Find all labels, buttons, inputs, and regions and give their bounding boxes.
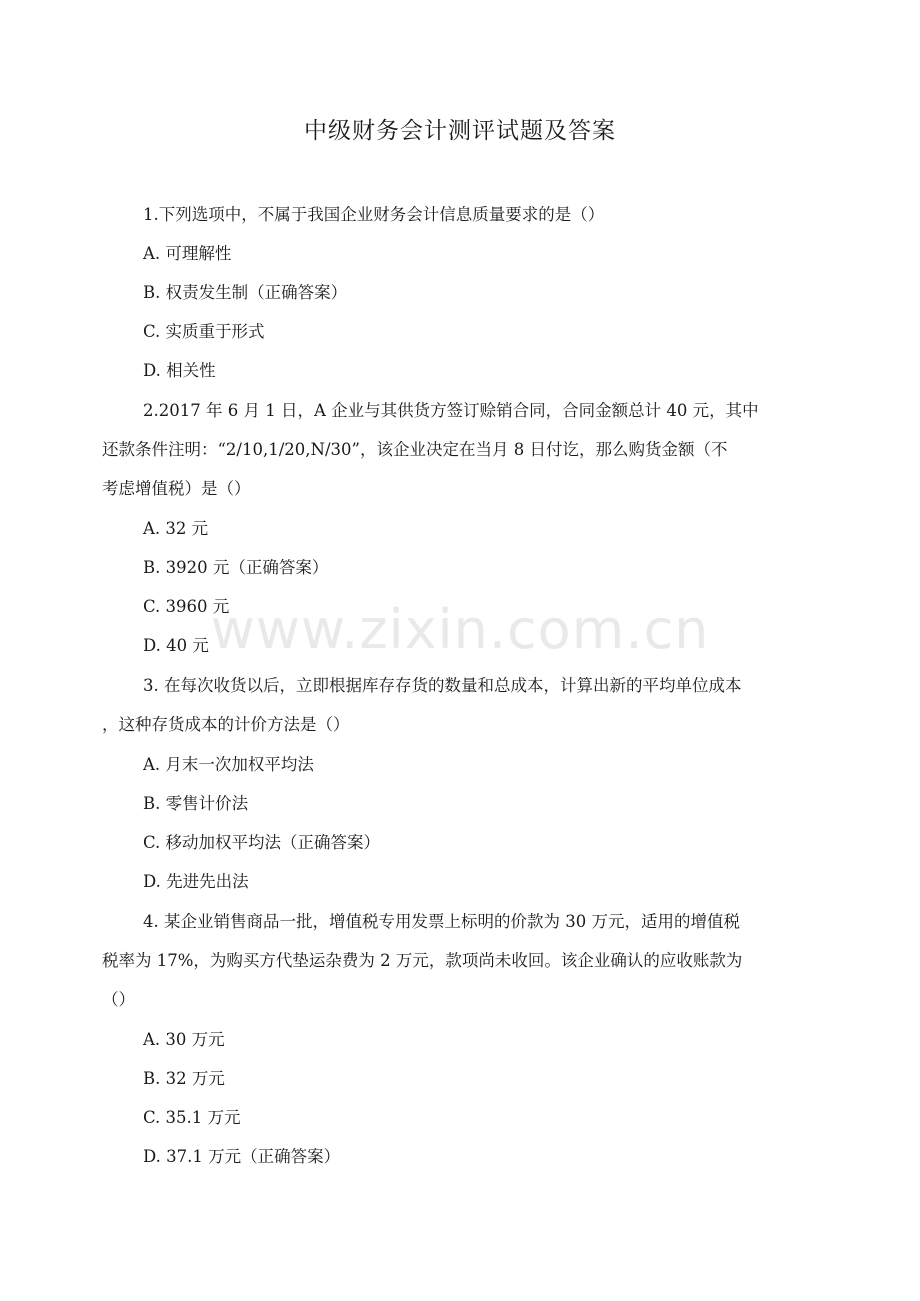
- question-2-option-b: B. 3920 元（正确答案）: [143, 558, 329, 577]
- question-4-option-c: C. 35.1 万元: [143, 1108, 241, 1127]
- question-4-stem-line-3: （）: [102, 990, 135, 1009]
- question-3-option-b: B. 零售计价法: [143, 794, 249, 813]
- question-1-option-a: A. 可理解性: [143, 244, 232, 263]
- document-title: 中级财务会计测评试题及答案: [304, 118, 616, 144]
- question-4-option-b: B. 32 万元: [143, 1069, 225, 1088]
- question-2-stem-line-3: 考虑增值税）是（）: [102, 479, 251, 498]
- question-3-option-d: D. 先进先出法: [143, 872, 249, 891]
- question-4-stem-line-1: 4. 某企业销售商品一批，增值税专用发票上标明的价款为 30 万元，适用的增值税: [143, 912, 740, 931]
- question-4-option-d: D. 37.1 万元（正确答案）: [143, 1147, 341, 1166]
- question-3-stem-line-1: 3. 在每次收货以后，立即根据库存存货的数量和总成本，计算出新的平均单位成本: [143, 676, 742, 695]
- question-2-option-a: A. 32 元: [143, 519, 209, 538]
- question-3-option-c: C. 移动加权平均法（正确答案）: [143, 833, 381, 852]
- question-3-stem-line-2: ，这种存货成本的计价方法是（）: [102, 715, 350, 734]
- question-3-option-a: A. 月末一次加权平均法: [143, 755, 314, 774]
- question-1-option-d: D. 相关性: [143, 361, 216, 380]
- question-2-option-c: C. 3960 元: [143, 597, 230, 616]
- watermark-text: www.zixin.com.cn: [210, 598, 710, 661]
- question-1-option-c: C. 实质重于形式: [143, 322, 265, 341]
- question-2-stem-line-1: 2.2017 年 6 月 1 日，A 企业与其供货方签订赊销合同，合同金额总计 40 元，其中: [143, 401, 759, 420]
- question-1-option-b: B. 权责发生制（正确答案）: [143, 283, 348, 302]
- question-1-stem-line-1: 1.下列选项中，不属于我国企业财务会计信息质量要求的是（）: [143, 205, 605, 224]
- question-2-option-d: D. 40 元: [143, 636, 209, 655]
- question-4-stem-line-2: 税率为 17%，为购买方代垫运杂费为 2 万元，款项尚未收回。该企业确认的应收账款为: [102, 951, 743, 970]
- question-2-stem-line-2: 还款条件注明：“2/10,1/20,N/30”，该企业决定在当月 8 日付讫，那么购货金额（不: [102, 440, 728, 459]
- question-4-option-a: A. 30 万元: [143, 1030, 225, 1049]
